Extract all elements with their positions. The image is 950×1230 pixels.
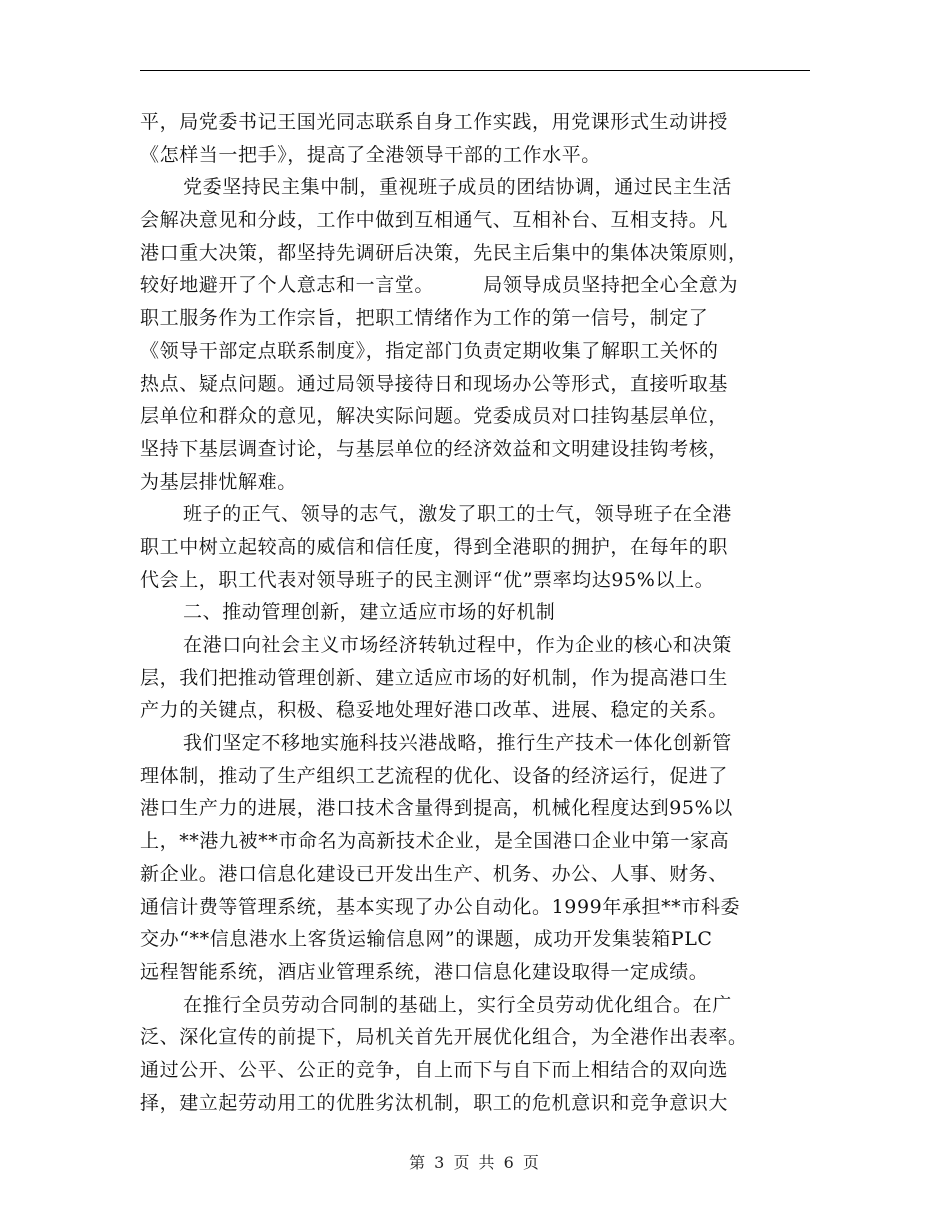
text-line: 为基层排忧解难。: [140, 470, 297, 493]
text-line: 产力的关键点，积极、稳妥地处理好港口改革、进展、稳定的关系。: [140, 699, 729, 722]
text-line: 在推行全员劳动合同制的基础上，实行全员劳动优化组合。在广: [183, 993, 732, 1016]
text-line: 理体制，推动了生产组织工艺流程的优化、设备的经济运行，促进了: [140, 764, 729, 787]
header-rule: [140, 70, 810, 71]
text-line: 《怎样当一把手》，提高了全港领导干部的工作水平。: [140, 143, 601, 166]
text-line: 会解决意见和分歧，工作中做到互相通气、互相补台、互相支持。凡: [140, 209, 729, 232]
text-line: 《领导干部定点联系制度》，指定部门负责定期收集了解职工关怀的: [140, 339, 719, 362]
section-heading: 二、推动管理创新，建立适应市场的好机制: [183, 601, 556, 624]
text-line: 通信计费等管理系统，基本实现了办公自动化。1999年承担**市科委: [140, 895, 741, 918]
text-line: 上，**港九被**市命名为高新技术企业，是全国港口企业中第一家高: [140, 830, 730, 853]
text-line: 党委坚持民主集中制，重视班子成员的团结协调，通过民主生活: [183, 176, 732, 199]
text-line: 泛、深化宣传的前提下，局机关首先开展优化组合，为全港作出表率。: [140, 1026, 748, 1049]
text-line: 班子的正气、领导的志气，激发了职工的士气，领导班子在全港: [183, 503, 732, 526]
text-line: 我们坚定不移地实施科技兴港战略，推行生产技术一体化创新管: [183, 732, 732, 755]
text-line: 港口生产力的进展，港口技术含量得到提高，机械化程度达到95%以: [140, 797, 733, 820]
text-line: 层单位和群众的意见，解决实际问题。党委成员对口挂钩基层单位，: [140, 405, 729, 428]
text-line: 代会上，职工代表对领导班子的民主测评“优”票率均达95%以上。: [140, 568, 715, 591]
text-line: 交办“**信息港水上客货运输信息网”的课题，成功开发集装箱PLC: [140, 928, 713, 951]
text-line: 择，建立起劳动用工的优胜劣汰机制，职工的危机意识和竞争意识大: [140, 1091, 729, 1114]
body-text: [140, 106, 810, 1119]
text-line: 职工服务作为工作宗旨，把职工情绪作为工作的第一信号，制定了: [140, 307, 709, 330]
text-line: 通过公开、公平、公正的竞争，自上而下与自下而上相结合的双向选: [140, 1058, 729, 1081]
text-line: 坚持下基层调查讨论，与基层单位的经济效益和文明建设挂钩考核，: [140, 437, 729, 460]
text-line: 在港口向社会主义市场经济转轨过程中，作为企业的核心和决策: [183, 634, 732, 656]
text-line: 港口重大决策，都坚持先调研后决策，先民主后集中的集体决策原则，: [140, 241, 748, 264]
text-line: 较好地避开了个人意志和一言堂。 局领导成员坚持把全心全意为: [140, 274, 739, 297]
text-line: 职工中树立起较高的威信和信任度，得到全港职的拥护，在每年的职: [140, 535, 729, 558]
text-line: 新企业。港口信息化建设已开发出生产、机务、办公、人事、财务、: [140, 862, 729, 885]
text-line: 热点、疑点问题。通过局领导接待日和现场办公等形式，直接听取基: [140, 372, 729, 395]
text-line: 远程智能系统，酒店业管理系统，港口信息化建设取得一定成绩。: [140, 960, 709, 983]
page-number: 第 3 页 共 6 页: [409, 1153, 541, 1172]
text-line: 层，我们把推动管理创新、建立适应市场的好机制，作为提高港口生: [140, 666, 729, 689]
text-line: 平，局党委书记王国光同志联系自身工作实践，用党课形式生动讲授: [140, 111, 729, 133]
